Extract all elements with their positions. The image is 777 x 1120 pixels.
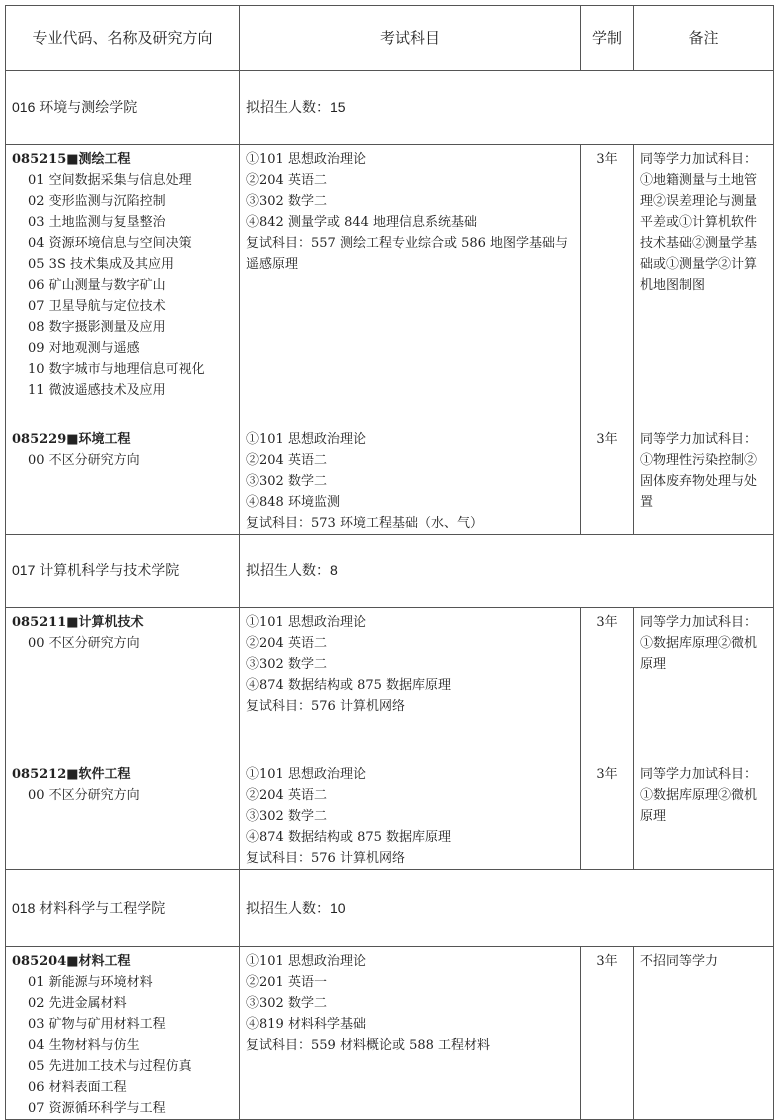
table-body <box>6 71 774 1120</box>
exam-subject: ②201 英语一 <box>246 975 327 990</box>
exam-subjects-cell <box>240 425 581 535</box>
exam-subject: ③302 数学二 <box>246 809 327 824</box>
exam-subject: ①101 思想政治理论 <box>246 954 366 969</box>
program-code-name: 085204■材料工程 <box>12 954 131 969</box>
program-row <box>6 145 774 425</box>
exam-subject: ①101 思想政治理论 <box>246 431 366 447</box>
header-row <box>6 6 774 71</box>
research-direction: 00 不区分研究方向 <box>28 635 140 651</box>
exam-subject: ④819 材料科学基础 <box>246 1017 366 1032</box>
program-cell <box>6 425 240 535</box>
exam-subject: ①101 思想政治理论 <box>246 152 366 167</box>
program-row <box>6 425 774 535</box>
exam-subject: ③302 数学二 <box>246 996 327 1011</box>
exam-subjects-cell <box>240 145 581 425</box>
research-direction: 06 矿山测量与数字矿山 <box>28 278 166 293</box>
research-direction: 04 资源环境信息与空间决策 <box>28 236 192 251</box>
exam-subject: 复试科目：576 计算机网络 <box>246 851 405 866</box>
exam-subject: 复试科目：557 测绘工程专业综合或 586 地图学基础与遥感原理 <box>246 236 569 272</box>
research-direction: 04 生物材料与仿生 <box>28 1038 140 1053</box>
section-row <box>6 71 774 145</box>
exam-subjects-cell <box>240 947 581 1120</box>
research-direction: 09 对地观测与遥感 <box>28 341 140 356</box>
header-notes: 备注 <box>634 6 774 71</box>
research-direction: 03 土地监测与复垦整治 <box>28 215 166 230</box>
exam-subjects-cell <box>240 607 581 760</box>
section-title: 017 计算机科学与技术学院 <box>6 534 240 607</box>
exam-subject: ②204 英语二 <box>246 788 327 803</box>
program-cell <box>6 607 240 760</box>
notes: 同等学力加试科目：①物理性污染控制②固体废弃物处理与处置 <box>634 425 774 535</box>
section-row <box>6 870 774 947</box>
program-row <box>6 607 774 760</box>
exam-subjects-cell <box>240 760 581 870</box>
program-row <box>6 947 774 1120</box>
header-program: 专业代码、名称及研究方向 <box>6 6 240 71</box>
section-title: 016 环境与测绘学院 <box>6 71 240 145</box>
research-direction: 01 空间数据采集与信息处理 <box>28 173 192 188</box>
exam-subject: ③302 数学二 <box>246 194 327 209</box>
program-cell <box>6 947 240 1120</box>
exam-subject: 复试科目：559 材料概论或 588 工程材料 <box>246 1038 491 1053</box>
program-code-name: 085212■软件工程 <box>12 767 131 782</box>
header-exams: 考试科目 <box>240 6 581 71</box>
exam-subject: ④842 测量学或 844 地理信息系统基础 <box>246 215 478 230</box>
exam-subject: ①101 思想政治理论 <box>246 614 366 630</box>
research-direction: 07 卫星导航与定位技术 <box>28 299 166 314</box>
research-direction: 05 3S 技术集成及其应用 <box>28 257 174 272</box>
exam-subject: 复试科目：576 计算机网络 <box>246 698 405 714</box>
exam-subject: 复试科目：573 环境工程基础（水、气） <box>246 515 483 531</box>
notes: 同等学力加试科目：①数据库原理②微机原理 <box>634 760 774 870</box>
header-duration: 学制 <box>581 6 634 71</box>
research-direction: 07 资源循环科学与工程 <box>28 1101 166 1116</box>
exam-subject: ②204 英语二 <box>246 452 327 468</box>
program-code-name: 085215■测绘工程 <box>12 152 131 167</box>
notes: 同等学力加试科目：①地籍测量与土地管理②误差理论与测量平差或①计算机软件技术基础②测量学基础或①测量学②计算机地图制图 <box>634 145 774 425</box>
exam-subject: ②204 英语二 <box>246 173 327 188</box>
section-title: 018 材料科学与工程学院 <box>6 870 240 947</box>
duration: 3年 <box>581 425 634 535</box>
research-direction: 06 材料表面工程 <box>28 1080 127 1095</box>
exam-subject: ③302 数学二 <box>246 473 327 489</box>
program-cell <box>6 145 240 425</box>
exam-subject: ④874 数据结构或 875 数据库原理 <box>246 830 452 845</box>
exam-subject: ③302 数学二 <box>246 656 327 672</box>
research-direction: 02 变形监测与沉陷控制 <box>28 194 166 209</box>
duration: 3年 <box>581 145 634 425</box>
section-row <box>6 534 774 607</box>
program-code-name: 085211■计算机技术 <box>12 614 144 630</box>
program-code-name: 085229■环境工程 <box>12 431 131 447</box>
notes: 不招同等学力 <box>634 947 774 1120</box>
admissions-table <box>5 5 774 1120</box>
exam-subject: ④848 环境监测 <box>246 494 340 510</box>
section-quota: 拟招生人数：8 <box>240 534 774 607</box>
research-direction: 10 数字城市与地理信息可视化 <box>28 362 205 377</box>
section-quota: 拟招生人数：15 <box>240 71 774 145</box>
research-direction: 02 先进金属材料 <box>28 996 127 1011</box>
research-direction: 08 数字摄影测量及应用 <box>28 320 166 335</box>
notes: 同等学力加试科目：①数据库原理②微机原理 <box>634 607 774 760</box>
program-row <box>6 760 774 870</box>
research-direction: 00 不区分研究方向 <box>28 452 140 468</box>
duration: 3年 <box>581 947 634 1120</box>
exam-subject: ①101 思想政治理论 <box>246 767 366 782</box>
research-direction: 03 矿物与矿用材料工程 <box>28 1017 166 1032</box>
program-cell <box>6 760 240 870</box>
research-direction: 01 新能源与环境材料 <box>28 975 153 990</box>
research-direction: 00 不区分研究方向 <box>28 788 140 803</box>
duration: 3年 <box>581 760 634 870</box>
research-direction: 05 先进加工技术与过程仿真 <box>28 1059 192 1074</box>
section-quota: 拟招生人数：10 <box>240 870 774 947</box>
duration: 3年 <box>581 607 634 760</box>
exam-subject: ④874 数据结构或 875 数据库原理 <box>246 677 452 693</box>
exam-subject: ②204 英语二 <box>246 635 327 651</box>
research-direction: 11 微波遥感技术及应用 <box>28 383 166 398</box>
